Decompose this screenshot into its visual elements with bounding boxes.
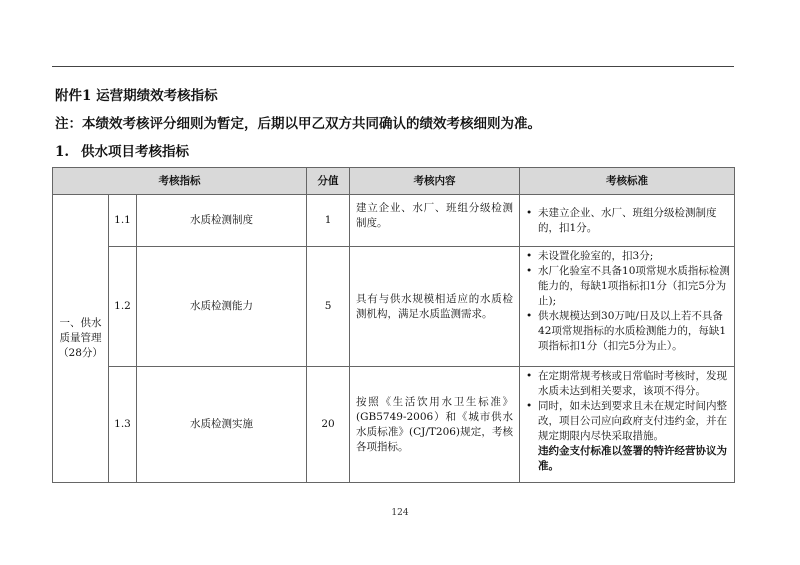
category-cell: 一、供水质量管理（28分） bbox=[53, 195, 109, 483]
section-title-text: 供水项目考核指标 bbox=[81, 144, 189, 160]
row-content: 具有与供水规模相适应的水质检测机构，满足水质监测需求。 bbox=[350, 247, 520, 367]
table-row bbox=[53, 195, 735, 247]
standard-item: • 未设置化验室的，扣3分; bbox=[524, 249, 730, 264]
row-score: 1 bbox=[307, 195, 350, 247]
standard-note: 违约金支付标准以签署的特许经营协议为准。 bbox=[538, 445, 728, 472]
row-name: 水质检测制度 bbox=[137, 195, 307, 247]
attachment-title: 附件1 运营期绩效考核指标 bbox=[55, 88, 218, 104]
header-rule bbox=[52, 66, 734, 67]
page-number: 124 bbox=[391, 508, 409, 518]
row-name: 水质检测实施 bbox=[137, 367, 307, 483]
header-content: 考核内容 bbox=[350, 168, 520, 195]
row-content: 按照《生活饮用水卫生标准》(GB5749-2006）和《城市供水水质标准》(CJ/T206)规定，考核各项指标。 bbox=[350, 367, 520, 483]
section-number: 1. bbox=[55, 144, 70, 160]
standard-item: • 水厂化验室不具备10项常规水质指标检测能力的，每缺1项指标扣1分（扣完5分为止); bbox=[524, 264, 730, 309]
table-row bbox=[53, 367, 735, 483]
row-content: 建立企业、水厂、班组分级检测制度。 bbox=[350, 195, 520, 247]
section-title bbox=[55, 140, 189, 160]
row-name: 水质检测能力 bbox=[137, 247, 307, 367]
row-id: 1.2 bbox=[109, 247, 137, 367]
standard-item: • 未建立企业、水厂、班组分级检测制度的，扣1分。 bbox=[524, 206, 730, 236]
standard-item: • 在定期常规考核或日常临时考核时，发现水质未达到相关要求，该项不得分。 bbox=[524, 369, 730, 399]
indicator-table bbox=[52, 167, 735, 483]
table-header-row bbox=[53, 168, 735, 195]
standard-item: • 供水规模达到30万吨/日及以上若不具备42项常规指标的水质检测能力的，每缺1项指标扣1分（扣完5分为止）。 bbox=[524, 309, 730, 354]
row-id: 1.1 bbox=[109, 195, 137, 247]
note-text: 注：本绩效考核评分细则为暂定，后期以甲乙双方共同确认的绩效考核细则为准。 bbox=[55, 116, 541, 132]
row-standard bbox=[520, 367, 735, 483]
row-id: 1.3 bbox=[109, 367, 137, 483]
row-score: 5 bbox=[307, 247, 350, 367]
row-score: 20 bbox=[307, 367, 350, 483]
table-row bbox=[53, 247, 735, 367]
header-standard: 考核标准 bbox=[520, 168, 735, 195]
standard-item: • 同时，如未达到要求且未在规定时间内整改，项目公司应向政府支付违约金，并在规定期限内尽快采取措施。 bbox=[524, 399, 730, 444]
row-standard bbox=[520, 195, 735, 247]
header-indicator: 考核指标 bbox=[53, 168, 307, 195]
header-score: 分值 bbox=[307, 168, 350, 195]
row-standard bbox=[520, 247, 735, 367]
